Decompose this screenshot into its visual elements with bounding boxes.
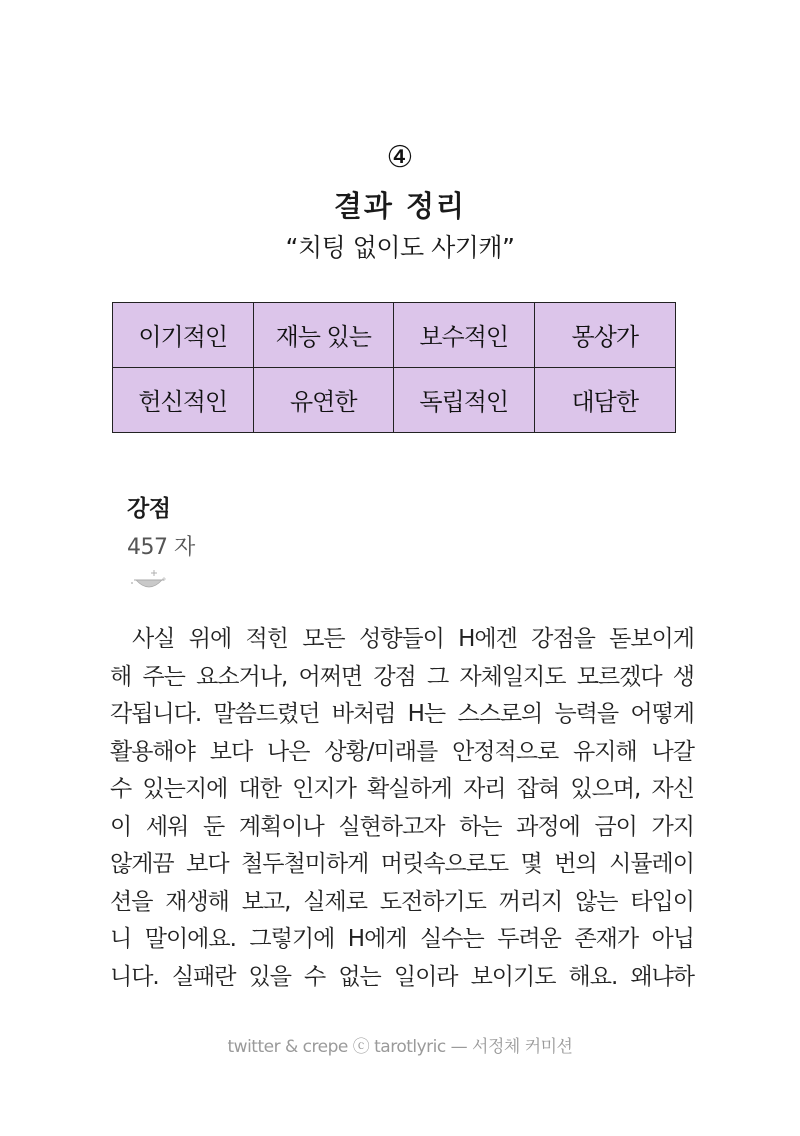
trait-cell: 재능 있는 <box>254 303 395 368</box>
body-line: 수 있는지에 대한 인지가 확실하게 자리 잡혀 있으며, 자신 <box>110 776 694 802</box>
trait-cell: 보수적인 <box>394 303 535 368</box>
page-title: 결과 정리 <box>333 189 467 223</box>
body-line: 해 주는 요소거나, 어쩌면 강점 그 자체일지도 모르겠다 생 <box>110 663 694 690</box>
body-paragraph <box>110 621 694 996</box>
page-subtitle: “치팅 없이도 사기캐” <box>285 233 515 262</box>
body-line: 활용해야 보다 나은 상황/미래를 안정적으로 유지해 나갈 <box>110 738 694 765</box>
body-line: 않게끔 보다 철두철미하게 머릿속으로도 몇 번의 시뮬레이 <box>110 851 694 877</box>
trait-cell: 이기적인 <box>113 303 254 368</box>
section-heading: 강점 <box>127 496 171 522</box>
body-line: 이 세워 둔 계획이나 실현하고자 하는 과정에 금이 가지 <box>110 813 694 840</box>
footer-credit: twitter & crepe ⓒ tarotlyric — 서정체 커미션 <box>227 1037 573 1057</box>
trait-cell: 몽상가 <box>535 303 676 368</box>
section-number: ④ <box>386 140 414 175</box>
trait-cell: 유연한 <box>254 368 395 433</box>
body-line: 션을 재생해 보고, 실제로 도전하기도 꺼리지 않는 타입이 <box>110 888 694 915</box>
trait-cell: 헌신적인 <box>113 368 254 433</box>
trait-cell: 독립적인 <box>394 368 535 433</box>
body-line: 니 말이에요. 그렇기에 H에게 실수는 두려운 존재가 아닙 <box>110 926 694 952</box>
header <box>0 138 800 266</box>
body-line: 사실 위에 적힌 모든 성향들이 H에겐 강점을 돋보이게 <box>132 626 694 652</box>
trait-cell: 대담한 <box>571 388 639 417</box>
traits-table <box>112 302 676 433</box>
char-count: 457 자 <box>127 535 195 560</box>
body-line: 니다. 실패란 있을 수 없는 일이라 보이기도 해요. 왜냐하 <box>110 963 694 990</box>
body-line: 각됩니다. 말씀드렸던 바처럼 H는 스스로의 능력을 어떻게 <box>110 701 694 727</box>
sparkle-bowl-icon <box>128 568 170 590</box>
